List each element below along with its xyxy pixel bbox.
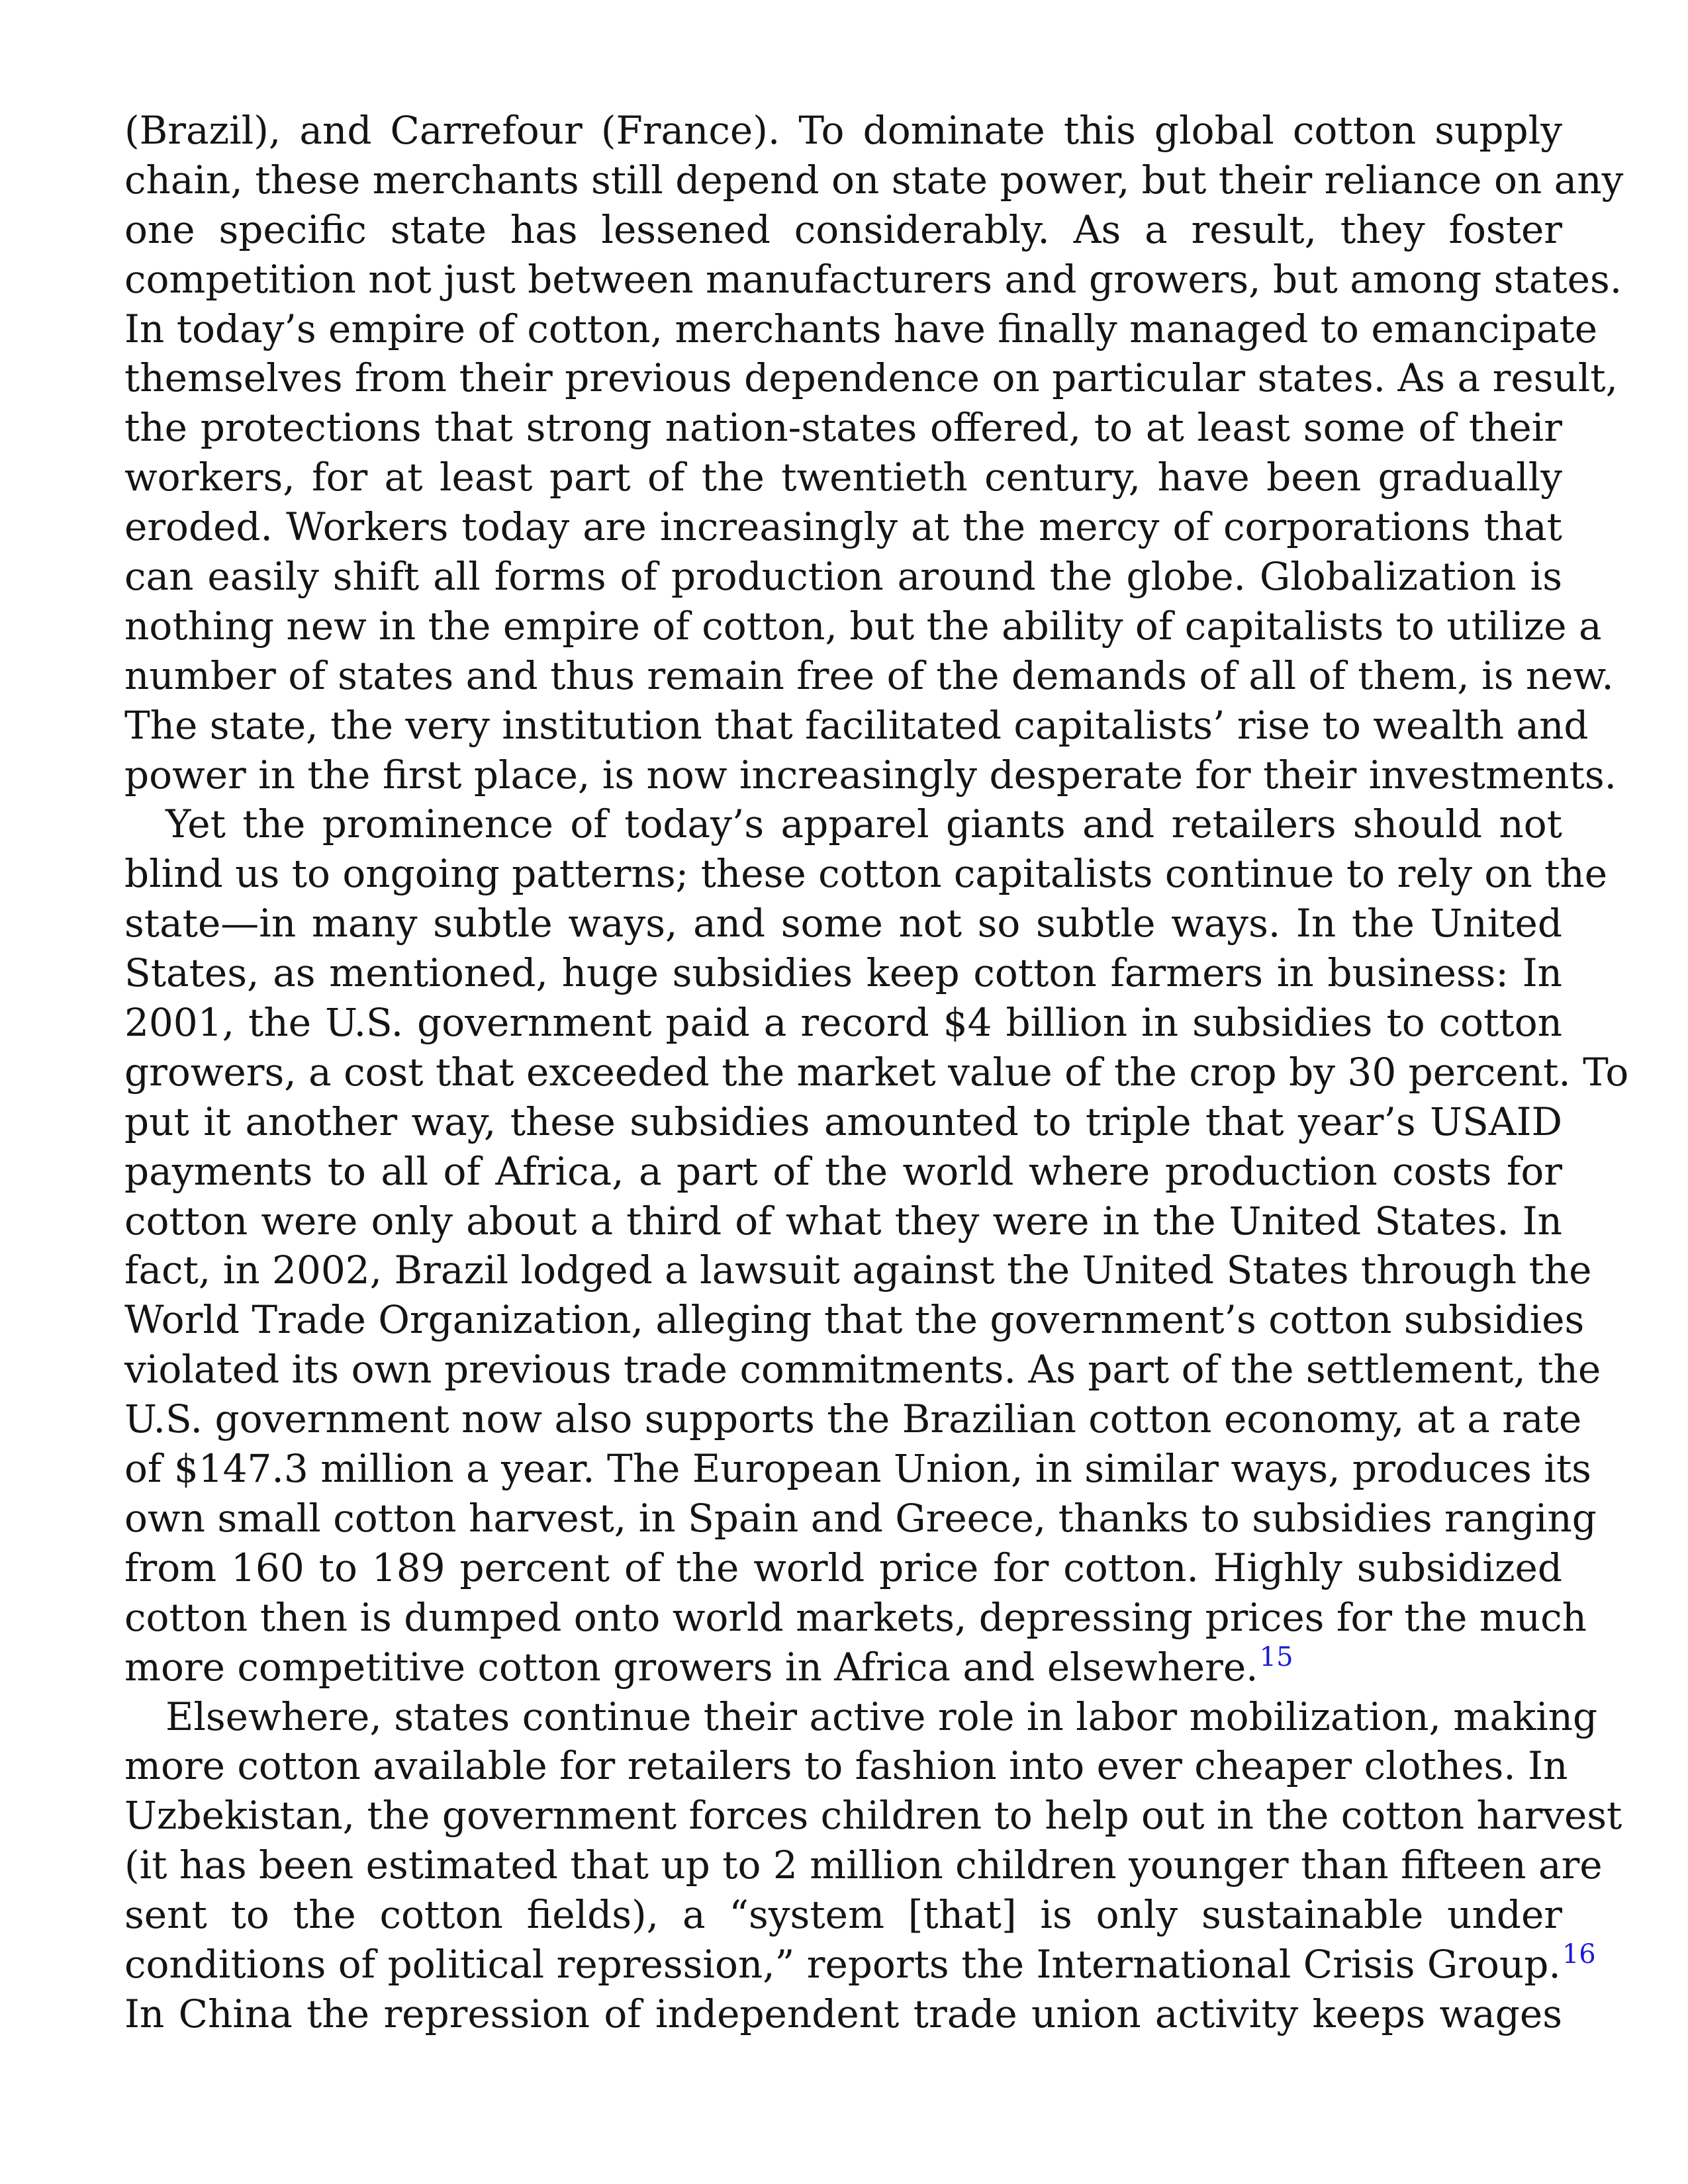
text-line: growers, a cost that exceeded the market value of the crop by 30 percent. To [124,1049,1629,1095]
text-line: In China the repression of independent trade union activity keeps wages [124,1991,1562,2036]
text-line: of $147.3 million a year. The European Union, in similar ways, produces its [124,1446,1591,1492]
text-line: World Trade Organization, alleging that the government’s cotton subsidies [124,1297,1585,1343]
footnote-link-16[interactable]: 16 [1562,1938,1596,1970]
text-line: competition not just between manufacturers and growers, but among states. [124,256,1622,302]
text-line: workers, for at least part of the twentieth century, have been gradually [124,455,1562,500]
text-line: cotton were only about a third of what they were in the United States. In [124,1198,1562,1244]
text-line: violated its own previous trade commitments. As part of the settlement, the [124,1347,1601,1392]
paragraph-2 [124,799,1629,1692]
text-line: (Brazil), and Carrefour (France). To dominate this global cotton supply [124,108,1562,153]
text-line [124,1643,1562,1692]
text-line-content: more competitive cotton growers in Africa and elsewhere. [124,1644,1258,1690]
text-line: The state, the very institution that facilitated capitalists’ rise to wealth and [124,702,1589,748]
text-line: the protections that strong nation-states offered, to at least some of their [124,405,1562,451]
text-line: nothing new in the empire of cotton, but the ability of capitalists to utilize a [124,603,1602,649]
text-line: from 160 to 189 percent of the world price for cotton. Highly subsidized [124,1545,1562,1590]
text-line: one specific state has lessened considerably. As a result, they foster [124,206,1562,252]
text-line: state—in many subtle ways, and some not so subtle ways. In the United [124,901,1562,946]
text-line: number of states and thus remain free of the demands of all of them, is new. [124,653,1614,698]
text-line: cotton then is dumped onto world markets, depressing prices for the much [124,1594,1587,1640]
paragraph-3 [124,1692,1622,2039]
text-line: sent to the cotton fields), a “system [that] is only sustainable under [124,1892,1562,1938]
text-line: themselves from their previous dependence on particular states. As a result, [124,355,1618,401]
text-line: States, as mentioned, huge subsidies keep cotton farmers in business: In [124,950,1562,996]
text-line: Uzbekistan, the government forces children to help out in the cotton harvest [124,1793,1622,1839]
text-line: can easily shift all forms of production around the globe. Globalization is [124,554,1562,600]
text-line: U.S. government now also supports the Brazilian cotton economy, at a rate [124,1396,1582,1442]
text-line: chain, these merchants still depend on state power, but their reliance on any [124,157,1624,203]
text-line: own small cotton harvest, in Spain and Greece, thanks to subsidies ranging [124,1495,1597,1541]
text-line: Yet the prominence of today’s apparel giants and retailers should not [165,801,1562,847]
page-body [124,106,1629,2039]
paragraph-1 [124,106,1624,799]
text-line: payments to all of Africa, a part of the world where production costs for [124,1148,1562,1194]
text-line: fact, in 2002, Brazil lodged a lawsuit against the United States through the [124,1248,1592,1293]
footnote-link-15[interactable]: 15 [1259,1641,1293,1672]
text-line: power in the first place, is now increasingly desperate for their investments. [124,752,1617,797]
text-line: In today’s empire of cotton, merchants have finally managed to emancipate [124,306,1598,351]
text-line [124,1938,1596,1989]
text-line: (it has been estimated that up to 2 million children younger than fifteen are [124,1843,1603,1888]
text-line: eroded. Workers today are increasingly at the mercy of corporations that [124,504,1562,550]
text-line: blind us to ongoing patterns; these cotton capitalists continue to rely on the [124,851,1608,897]
text-line: more cotton available for retailers to fashion into ever cheaper clothes. In [124,1743,1568,1789]
text-line: put it another way, these subsidies amounted to triple that year’s USAID [124,1099,1562,1144]
text-line: Elsewhere, states continue their active role in labor mobilization, making [165,1694,1598,1739]
text-line: 2001, the U.S. government paid a record $4 billion in subsidies to cotton [124,1000,1562,1046]
text-line-content: conditions of political repression,” reports the International Crisis Group. [124,1941,1561,1987]
